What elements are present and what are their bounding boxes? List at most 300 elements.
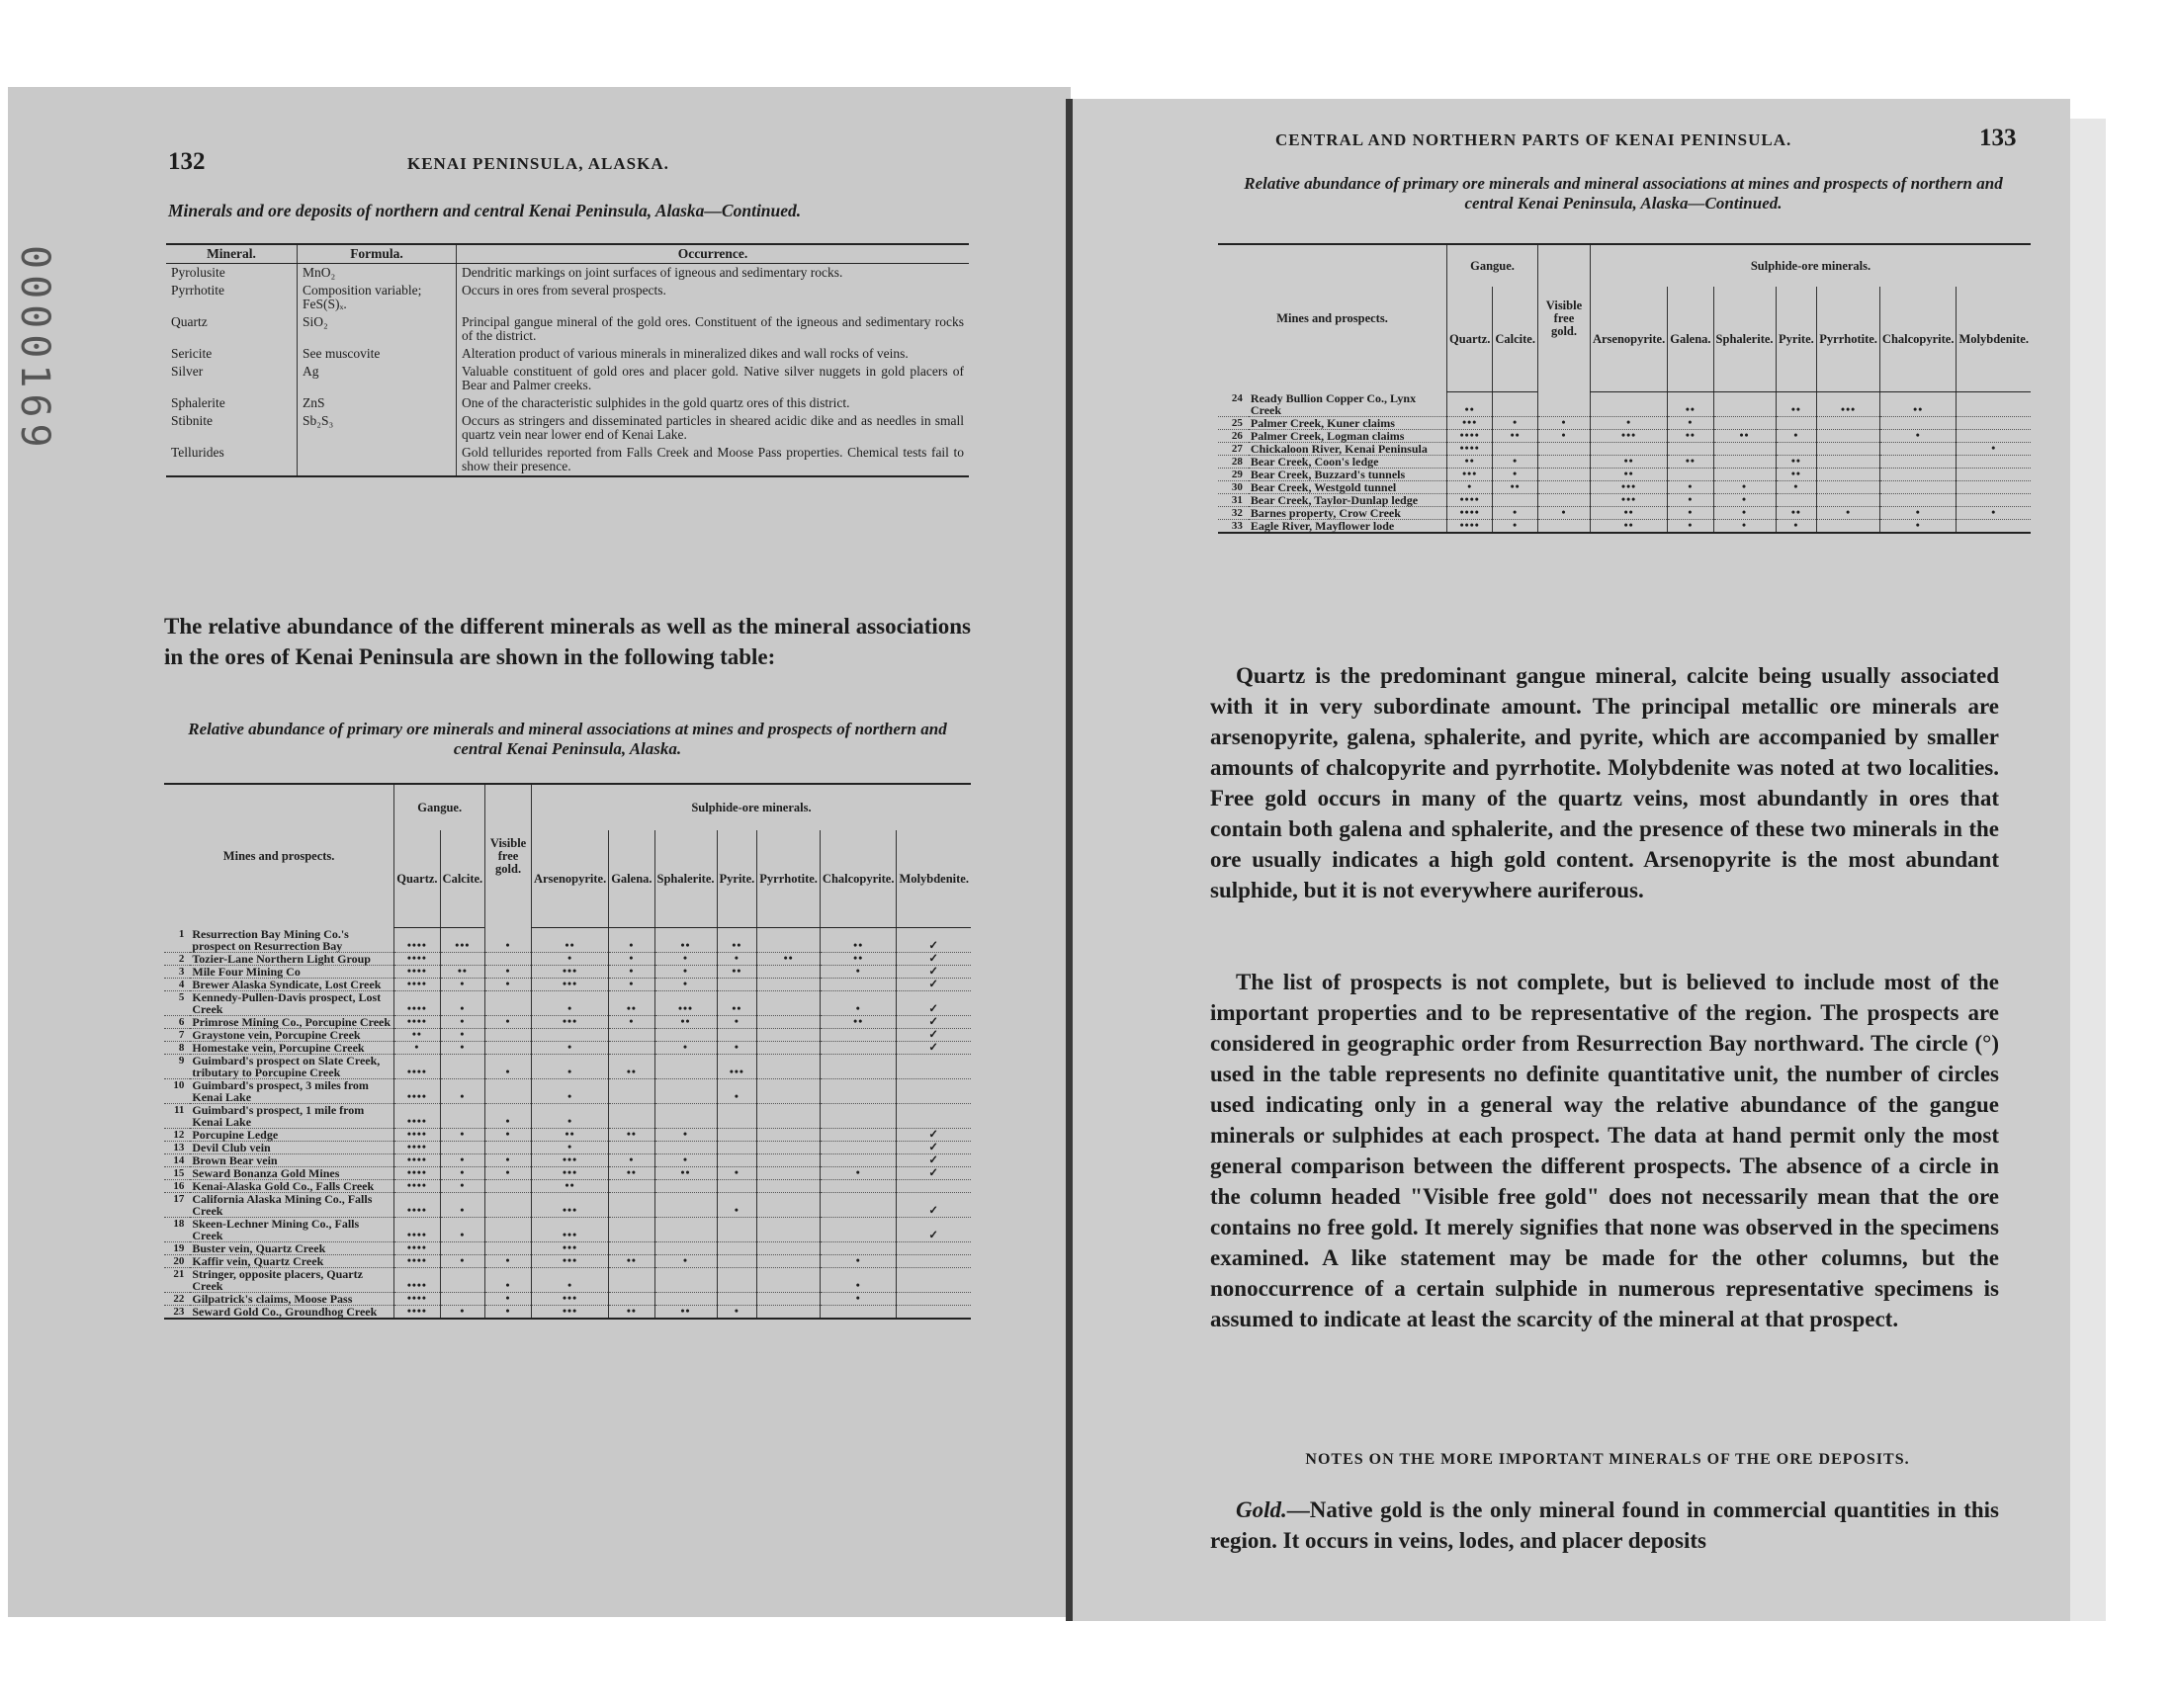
abundance-cell: •••• — [394, 965, 440, 978]
abundance-cell — [1879, 455, 1957, 468]
abundance-cell: • — [440, 1128, 485, 1141]
abundance-cell: •• — [609, 1166, 654, 1179]
abundance-cell — [717, 1217, 757, 1241]
abundance-cell: ••• — [531, 1015, 608, 1028]
abundance-cell: ••• — [531, 1192, 608, 1217]
mineral-occurrence: One of the characteristic sulphides in the gold quartz ores of this district. — [457, 394, 970, 412]
table-row — [164, 1078, 971, 1103]
abundance-cell — [609, 1141, 654, 1153]
mineral-occurrence: Gold tellurides reported from Falls Creek and Moose Pass properties. Chemical tests fail to show their presence. — [457, 444, 970, 476]
abundance-cell: •••• — [1447, 429, 1493, 442]
abundance-cell — [1957, 455, 2031, 468]
col-galena: Galena. — [609, 830, 654, 928]
col-calcite-r: Calcite. — [1493, 287, 1538, 392]
abundance-cell — [485, 1179, 532, 1192]
abundance-table-left — [164, 783, 971, 1320]
row-number: 10 — [164, 1078, 190, 1103]
abundance-cell — [1957, 392, 2031, 417]
row-number: 14 — [164, 1153, 190, 1166]
abundance-cell — [609, 1041, 654, 1054]
abundance-cell — [820, 1128, 897, 1141]
col-visible-gold-r: Visible free gold. — [1537, 244, 1590, 392]
mineral-name: Sericite — [171, 346, 213, 361]
abundance-cell: • — [531, 1103, 608, 1128]
abundance-cell — [717, 1254, 757, 1267]
abundance-cell: ✓ — [897, 928, 971, 953]
abundance-cell: • — [1713, 493, 1776, 506]
abundance-cell — [717, 1128, 757, 1141]
abundance-cell — [609, 1292, 654, 1305]
abundance-cell — [1817, 493, 1880, 506]
abundance-cell: •• — [1493, 429, 1538, 442]
abundance-cell — [609, 1217, 654, 1241]
mineral-occurrence: Occurs in ores from several prospects. — [457, 282, 970, 313]
abundance-cell — [820, 1179, 897, 1192]
abundance-cell: • — [717, 952, 757, 965]
abundance-cell — [757, 1217, 821, 1241]
abundance-table-right — [1218, 243, 2031, 534]
prospect-name: Palmer Creek, Kuner claims — [1249, 416, 1447, 429]
abundance-cell: • — [440, 990, 485, 1015]
table-row — [1218, 429, 2031, 442]
abundance-cell: ✓ — [897, 990, 971, 1015]
abundance-cell — [757, 990, 821, 1015]
abundance-cell — [717, 1179, 757, 1192]
abundance-cell: •••• — [1447, 519, 1493, 533]
prospect-name: Chickaloon River, Kenai Peninsula — [1249, 442, 1447, 455]
abundance-cell — [654, 1078, 717, 1103]
abundance-cell: •••• — [394, 1128, 440, 1141]
col-occurrence: Occurrence. — [457, 244, 970, 264]
table-row — [164, 1028, 971, 1041]
abundance-cell — [440, 1054, 485, 1078]
abundance-cell: • — [1493, 416, 1538, 429]
abundance-cell — [1879, 442, 1957, 455]
abundance-cell: • — [654, 1153, 717, 1166]
abundance-cell: •• — [1713, 429, 1776, 442]
table-row — [164, 1267, 971, 1292]
col-mineral: Mineral. — [166, 244, 298, 264]
abundance-cell — [1713, 416, 1776, 429]
abundance-cell: •••• — [394, 1254, 440, 1267]
mineral-name: Quartz — [171, 314, 208, 329]
table-row — [164, 1141, 971, 1153]
abundance-cell — [757, 1078, 821, 1103]
mineral-row — [166, 394, 969, 412]
abundance-cell: • — [1493, 468, 1538, 480]
abundance-cell: •••• — [394, 1241, 440, 1254]
abundance-cell: • — [609, 965, 654, 978]
mineral-row — [166, 264, 969, 283]
row-number: 12 — [164, 1128, 190, 1141]
abundance-cell: • — [1713, 519, 1776, 533]
abundance-cell: ••• — [531, 1166, 608, 1179]
abundance-cell — [1817, 416, 1880, 429]
abundance-cell — [717, 1028, 757, 1041]
abundance-cell — [654, 1217, 717, 1241]
row-number: 6 — [164, 1015, 190, 1028]
mineral-occurrence: Principal gangue mineral of the gold ores. Constituent of the igneous and sedimentary rocks of the district. — [457, 313, 970, 345]
abundance-cell: •••• — [394, 928, 440, 953]
prospect-name: California Alaska Mining Co., Falls Creek — [190, 1192, 393, 1217]
abundance-cell: •• — [609, 990, 654, 1015]
abundance-cell: • — [1713, 506, 1776, 519]
abundance-cell — [757, 1166, 821, 1179]
col-visible-gold: Visible free gold. — [485, 784, 532, 928]
table-row — [1218, 519, 2031, 533]
abundance-cell: ••• — [1590, 480, 1667, 493]
paragraph-quartz: Quartz is the predominant gangue mineral, calcite being usually associated with it in very subordinate amount. The principal metallic ore minerals are arsenopyrite, galena, sphalerite, and pyrite, which are accompanied by smaller amounts of chalcopyrite and pyrrhotite. Molybdenite was noted at two localities. Free gold occurs in many of the quartz veins, most abundantly in ores that contain both galena and sphalerite, and the presence of these two minerals in the ore usually indicates a high gold content. Arsenopyrite is the most abundant sulphide, but it is not everywhere auriferous. — [1210, 663, 1999, 902]
abundance-cell: • — [1879, 506, 1957, 519]
abundance-cell — [1957, 416, 2031, 429]
abundance-cell: •• — [1447, 392, 1493, 417]
mineral-formula: SiO₂ — [298, 313, 457, 345]
abundance-cell: • — [440, 1179, 485, 1192]
abundance-cell — [757, 1028, 821, 1041]
abundance-cell: •• — [1590, 519, 1667, 533]
prospect-name: Brown Bear vein — [190, 1153, 393, 1166]
prospect-name: Guimbard's prospect, 1 mile from Kenai Lake — [190, 1103, 393, 1128]
abundance-cell: •• — [820, 1015, 897, 1028]
table-row — [164, 1305, 971, 1319]
row-number: 29 — [1218, 468, 1249, 480]
abundance-cell: •••• — [394, 990, 440, 1015]
row-number: 30 — [1218, 480, 1249, 493]
abundance-cell — [654, 1054, 717, 1078]
abundance-cell: • — [609, 952, 654, 965]
row-number: 5 — [164, 990, 190, 1015]
table-row — [164, 1166, 971, 1179]
abundance-cell: • — [820, 1267, 897, 1292]
abundance-cell — [717, 1241, 757, 1254]
mineral-row — [166, 313, 969, 345]
abundance-cell — [757, 1015, 821, 1028]
abundance-cell — [757, 1153, 821, 1166]
abundance-cell — [1776, 416, 1817, 429]
abundance-cell: •• — [1590, 468, 1667, 480]
row-number: 32 — [1218, 506, 1249, 519]
mineral-formula: ZnS — [298, 394, 457, 412]
abundance-cell: •• — [757, 952, 821, 965]
abundance-cell — [757, 965, 821, 978]
abundance-cell: • — [609, 978, 654, 990]
abundance-cell: • — [531, 1267, 608, 1292]
abundance-cell: •••• — [394, 952, 440, 965]
abundance-cell: • — [654, 952, 717, 965]
abundance-cell: ✓ — [897, 1217, 971, 1241]
abundance-cell — [440, 1141, 485, 1153]
abundance-cell: • — [485, 978, 532, 990]
prospect-name: Resurrection Bay Mining Co.'s prospect on Resurrection Bay — [190, 928, 393, 953]
col-mines: Mines and prospects. — [222, 848, 335, 863]
row-number: 7 — [164, 1028, 190, 1041]
col-pyrrhotite: Pyrrhotite. — [757, 830, 821, 928]
abundance-cell — [897, 1103, 971, 1128]
col-quartz: Quartz. — [394, 830, 440, 928]
row-number: 26 — [1218, 429, 1249, 442]
abundance-cell: •• — [1776, 455, 1817, 468]
abundance-cell — [440, 1103, 485, 1128]
abundance-cell: • — [1957, 442, 2031, 455]
abundance-cell: ••• — [1590, 429, 1667, 442]
abundance-cell: • — [1493, 455, 1538, 468]
abundance-cell — [1817, 480, 1880, 493]
abundance-cell — [757, 1254, 821, 1267]
abundance-cell — [1713, 468, 1776, 480]
abundance-cell: •••• — [394, 1015, 440, 1028]
abundance-cell: •• — [717, 965, 757, 978]
abundance-cell — [531, 1028, 608, 1041]
row-number: 31 — [1218, 493, 1249, 506]
mineral-name: Stibnite — [171, 413, 214, 428]
abundance-cell — [1493, 392, 1538, 417]
abundance-cell — [609, 1192, 654, 1217]
abundance-cell: •••• — [394, 1166, 440, 1179]
table-row — [164, 1015, 971, 1028]
abundance-cell — [440, 1267, 485, 1292]
abundance-cell: •••• — [394, 1267, 440, 1292]
prospect-name: Bear Creek, Buzzard's tunnels — [1249, 468, 1447, 480]
table-row — [1218, 442, 2031, 455]
abundance-cell: •••• — [394, 1054, 440, 1078]
abundance-cell — [654, 1103, 717, 1128]
abundance-cell — [717, 1153, 757, 1166]
prospect-name: Guimbard's prospect, 3 miles from Kenai Lake — [190, 1078, 393, 1103]
abundance-cell — [654, 1179, 717, 1192]
abundance-cell: ••• — [531, 1254, 608, 1267]
abundance-cell: • — [1957, 506, 2031, 519]
abundance-cell — [757, 1041, 821, 1054]
prospect-name: Tozier-Lane Northern Light Group — [190, 952, 393, 965]
abundance-cell — [609, 1078, 654, 1103]
abundance-cell: • — [717, 1015, 757, 1028]
abundance-cell: ••• — [654, 990, 717, 1015]
prospect-name: Eagle River, Mayflower lode — [1249, 519, 1447, 533]
row-number: 18 — [164, 1217, 190, 1241]
row-number: 4 — [164, 978, 190, 990]
page-edge — [2070, 119, 2106, 1621]
abundance-cell — [757, 1103, 821, 1128]
col-formula: Formula. — [298, 244, 457, 264]
abundance-cell: •••• — [394, 1078, 440, 1103]
prospect-name: Kennedy-Pullen-Davis prospect, Lost Creek — [190, 990, 393, 1015]
abundance-cell — [654, 1267, 717, 1292]
row-number: 13 — [164, 1141, 190, 1153]
row-number: 25 — [1218, 416, 1249, 429]
abundance-cell: • — [717, 1078, 757, 1103]
abundance-cell: •• — [1668, 392, 1713, 417]
abundance-cell: ✓ — [897, 1041, 971, 1054]
abundance-cell — [897, 1179, 971, 1192]
abundance-cell: • — [820, 1292, 897, 1305]
mineral-name: Pyrolusite — [171, 265, 225, 280]
abundance-cell: • — [485, 1254, 532, 1267]
row-number: 33 — [1218, 519, 1249, 533]
abundance-cell — [485, 1141, 532, 1153]
minerals-table-caption: Minerals and ore deposits of northern and central Kenai Peninsula, Alaska—Continued. — [168, 201, 802, 220]
abundance-cell — [757, 1128, 821, 1141]
abundance-cell — [717, 1103, 757, 1128]
gold-lead: Gold. — [1236, 1497, 1287, 1522]
row-number: 23 — [164, 1305, 190, 1319]
abundance-cell — [1537, 442, 1590, 455]
col-molybdenite: Molybdenite. — [897, 830, 971, 928]
abundance-cell — [440, 1292, 485, 1305]
right-table-caption: Relative abundance of primary ore minerals and mineral associations at mines and prospects of northern and central Kenai Peninsula, Alaska—Continued. — [1244, 174, 2003, 213]
abundance-cell: • — [1493, 506, 1538, 519]
abundance-cell: •• — [820, 952, 897, 965]
abundance-cell — [820, 1028, 897, 1041]
abundance-cell — [897, 1267, 971, 1292]
table-row — [164, 1054, 971, 1078]
abundance-cell: •••• — [394, 978, 440, 990]
abundance-cell — [1537, 493, 1590, 506]
abundance-cell: •• — [1590, 455, 1667, 468]
abundance-cell — [757, 1054, 821, 1078]
abundance-cell: • — [440, 1078, 485, 1103]
right-page-number: 133 — [1979, 125, 2017, 151]
prospect-name: Stringer, opposite placers, Quartz Creek — [190, 1267, 393, 1292]
mineral-formula: Ag — [298, 363, 457, 394]
abundance-cell — [485, 1078, 532, 1103]
abundance-cell — [1590, 442, 1667, 455]
mineral-name: Pyrrhotite — [171, 283, 224, 298]
row-number: 15 — [164, 1166, 190, 1179]
mineral-row — [166, 345, 969, 363]
abundance-cell — [1957, 480, 2031, 493]
abundance-cell — [609, 1103, 654, 1128]
abundance-cell: ✓ — [897, 1128, 971, 1141]
abundance-cell: • — [440, 1153, 485, 1166]
abundance-cell: ✓ — [897, 952, 971, 965]
left-page-number: 132 — [168, 148, 206, 175]
abundance-cell: •• — [1879, 392, 1957, 417]
col-gangue: Gangue. — [394, 784, 485, 830]
abundance-cell: •• — [1776, 506, 1817, 519]
abundance-cell — [1537, 480, 1590, 493]
abundance-cell: • — [440, 1254, 485, 1267]
right-running-head: CENTRAL AND NORTHERN PARTS OF KENAI PENINSULA. — [1275, 130, 1792, 149]
abundance-cell: •• — [609, 1305, 654, 1319]
abundance-cell — [654, 1192, 717, 1217]
mineral-formula: MnO₂ — [298, 264, 457, 283]
abundance-cell: • — [654, 965, 717, 978]
table-row — [1218, 480, 2031, 493]
abundance-cell: •••• — [1447, 506, 1493, 519]
abundance-cell — [717, 978, 757, 990]
abundance-cell — [1590, 392, 1667, 417]
abundance-cell: •• — [1668, 429, 1713, 442]
abundance-cell: • — [531, 1041, 608, 1054]
col-pyrrhotite-r: Pyrrhotite. — [1817, 287, 1880, 392]
abundance-cell: •• — [654, 1305, 717, 1319]
row-number: 28 — [1218, 455, 1249, 468]
abundance-cell: • — [485, 1103, 532, 1128]
abundance-cell: •••• — [394, 1305, 440, 1319]
row-number: 2 — [164, 952, 190, 965]
table-row — [164, 1217, 971, 1241]
prospect-name: Graystone vein, Porcupine Creek — [190, 1028, 393, 1041]
row-number: 8 — [164, 1041, 190, 1054]
abundance-cell — [1776, 493, 1817, 506]
paragraph-gold — [1210, 1494, 1999, 1556]
col-mines-r: Mines and prospects. — [1276, 310, 1388, 325]
abundance-cell — [485, 1041, 532, 1054]
abundance-cell: • — [485, 1267, 532, 1292]
abundance-cell — [1879, 480, 1957, 493]
abundance-cell — [717, 1267, 757, 1292]
abundance-cell — [1493, 442, 1538, 455]
abundance-cell: • — [440, 1015, 485, 1028]
table-row — [1218, 506, 2031, 519]
abundance-cell: ✓ — [897, 978, 971, 990]
abundance-cell: • — [440, 978, 485, 990]
table-row — [164, 1292, 971, 1305]
abundance-cell — [609, 1028, 654, 1041]
abundance-cell: ••• — [531, 1217, 608, 1241]
abundance-cell: ••• — [717, 1054, 757, 1078]
abundance-cell: •• — [654, 928, 717, 953]
col-sulphide: Sulphide-ore minerals. — [531, 784, 971, 830]
col-quartz-r: Quartz. — [1447, 287, 1493, 392]
abundance-cell — [820, 1153, 897, 1166]
row-number: 11 — [164, 1103, 190, 1128]
abundance-cell — [1957, 493, 2031, 506]
gold-text: —Native gold is the only mineral found in commercial quantities in this region. It occurs in veins, lodes, and placer deposits — [1210, 1497, 1999, 1553]
abundance-cell: ••• — [1447, 468, 1493, 480]
row-number: 27 — [1218, 442, 1249, 455]
abundance-cell: •••• — [1447, 493, 1493, 506]
row-number: 19 — [164, 1241, 190, 1254]
abundance-cell: • — [531, 1141, 608, 1153]
abundance-cell — [757, 1292, 821, 1305]
abundance-cell: ✓ — [897, 1192, 971, 1217]
prospect-name: Ready Bullion Copper Co., Lynx Creek — [1249, 392, 1447, 417]
abundance-cell: •• — [531, 1128, 608, 1141]
table-row — [1218, 416, 2031, 429]
abundance-cell: • — [1668, 416, 1713, 429]
abundance-cell: •• — [394, 1028, 440, 1041]
prospect-name: Bear Creek, Westgold tunnel — [1249, 480, 1447, 493]
abundance-cell — [757, 1141, 821, 1153]
abundance-cell: •• — [717, 990, 757, 1015]
paragraph-prospects: The list of prospects is not complete, but is believed to include most of the important properties and to be representative of the region. The prospects are considered in geographic order from Resurrection Bay northward. The circle (°) used in the table represents no definite quantitative unit, the number of circles used indicating only in a general way the relative abundance of the gangue minerals or sulphides at each prospect. The data at hand permit only the most general comparison between the different prospects. The absence of a circle in the column headed "Visible free gold" does not necessarily mean that the ore contains no free gold. It merely signifies that none was observed in the specimens examined. A like statement may be made for the other columns, but the nonoccurrence of a certain sulphide in numerous representative specimens is assumed to indicate at least the scarcity of the mineral at that prospect. — [1210, 970, 1999, 1331]
row-number: 22 — [164, 1292, 190, 1305]
abundance-cell: ✓ — [897, 965, 971, 978]
mineral-name: Sphalerite — [171, 395, 225, 410]
abundance-cell: • — [609, 1015, 654, 1028]
prospect-name: Mile Four Mining Co — [190, 965, 393, 978]
abundance-cell: • — [1776, 480, 1817, 493]
table-row — [164, 1153, 971, 1166]
abundance-cell — [1776, 442, 1817, 455]
row-number: 21 — [164, 1267, 190, 1292]
abundance-cell: • — [1817, 506, 1880, 519]
left-running-head: KENAI PENINSULA, ALASKA. — [407, 154, 669, 173]
abundance-cell: •• — [654, 1166, 717, 1179]
abundance-cell: ••• — [1590, 493, 1667, 506]
row-number: 16 — [164, 1179, 190, 1192]
abundance-cell: • — [1879, 519, 1957, 533]
abundance-cell: • — [1668, 480, 1713, 493]
prospect-name: Gilpatrick's claims, Moose Pass — [190, 1292, 393, 1305]
table-row — [164, 952, 971, 965]
abundance-cell — [820, 978, 897, 990]
abundance-cell — [609, 1179, 654, 1192]
abundance-cell: •• — [440, 965, 485, 978]
abundance-cell: ••• — [531, 1305, 608, 1319]
abundance-cell — [1537, 392, 1590, 417]
